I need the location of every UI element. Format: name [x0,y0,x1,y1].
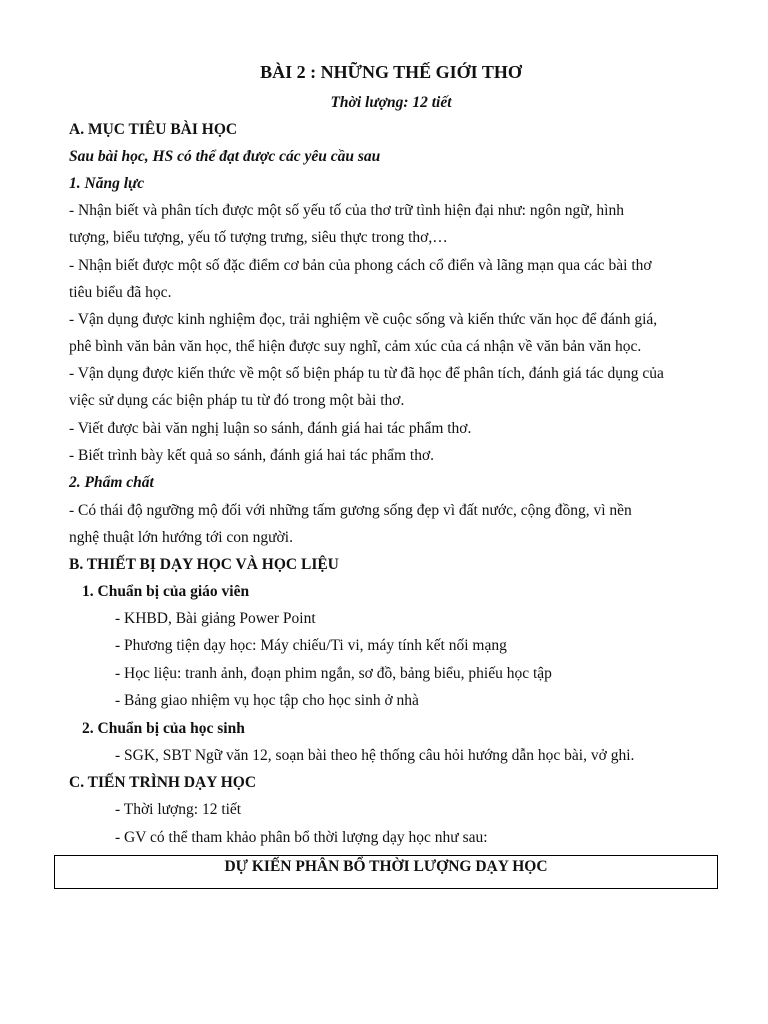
section-a-heading: A. MỤC TIÊU BÀI HỌC [69,121,238,138]
competence-line: - Vận dụng được kinh nghiệm đọc, trải nghiệm về cuộc sống và kiến thức văn học để đánh giá, [69,311,658,328]
teacher-prep-item: - KHBD, Bài giảng Power Point [115,610,316,627]
student-prep-item: - SGK, SBT Ngữ văn 12, soạn bài theo hệ thống câu hỏi hướng dẫn học bài, vở ghi. [115,747,635,764]
process-item: - GV có thể tham khảo phân bổ thời lượng dạy học như sau: [115,829,488,846]
teacher-prep-item: - Phương tiện dạy học: Máy chiếu/Ti vi, máy tính kết nối mạng [115,637,507,654]
competence-line: - Nhận biết được một số đặc điểm cơ bản của phong cách cổ điển và lãng mạn qua các bài thơ [69,257,652,274]
competence-line: - Viết được bài văn nghị luận so sánh, đánh giá hai tác phẩm thơ. [69,420,472,437]
quality-line: - Có thái độ ngưỡng mộ đối với những tấm gương sống đẹp vì đất nước, cộng đồng, vì nền [69,502,632,519]
competence-line: - Biết trình bày kết quả so sánh, đánh giá hai tác phẩm thơ. [69,447,435,464]
competence-line: tiêu biểu đã học. [69,284,172,301]
section-b-heading: B. THIẾT BỊ DẠY HỌC VÀ HỌC LIỆU [69,556,339,573]
table-heading: DỰ KIẾN PHÂN BỔ THỜI LƯỢNG DẠY HỌC [224,858,548,875]
competence-heading: 1. Năng lực [69,175,145,192]
competence-line: - Nhận biết và phân tích được một số yếu tố của thơ trữ tình hiện đại như: ngôn ngữ, hình [69,202,624,219]
competence-line: phê bình văn bản văn học, thể hiện được suy nghĩ, cảm xúc của cá nhận về văn bản văn học. [69,338,642,355]
quality-heading: 2. Phẩm chất [69,474,154,491]
competence-line: tượng, biểu tượng, yếu tố tượng trưng, siêu thực trong thơ,… [69,229,448,246]
quality-line: nghệ thuật lớn hướng tới con người. [69,529,293,546]
lesson-duration: Thời lượng: 12 tiết [330,94,452,111]
competence-line: - Vận dụng được kiến thức về một số biện pháp tu từ đã học để phân tích, đánh giá tác dụng của [69,365,664,382]
competence-line: việc sử dụng các biện pháp tu từ đó trong một bài thơ. [69,392,405,409]
section-a-intro: Sau bài học, HS có thể đạt được các yêu cầu sau [69,148,381,165]
student-prep-heading: 2. Chuẩn bị của học sinh [82,720,245,737]
time-allocation-table [54,855,718,889]
process-item: - Thời lượng: 12 tiết [115,801,242,818]
section-c-heading: C. TIẾN TRÌNH DẠY HỌC [69,774,257,791]
teacher-prep-heading: 1. Chuẩn bị của giáo viên [82,583,250,600]
lesson-title: BÀI 2 : NHỮNG THẾ GIỚI THƠ [260,62,522,82]
teacher-prep-item: - Bảng giao nhiệm vụ học tập cho học sinh ở nhà [115,692,419,709]
teacher-prep-item: - Học liệu: tranh ảnh, đoạn phim ngắn, sơ đồ, bảng biểu, phiếu học tập [115,665,552,682]
